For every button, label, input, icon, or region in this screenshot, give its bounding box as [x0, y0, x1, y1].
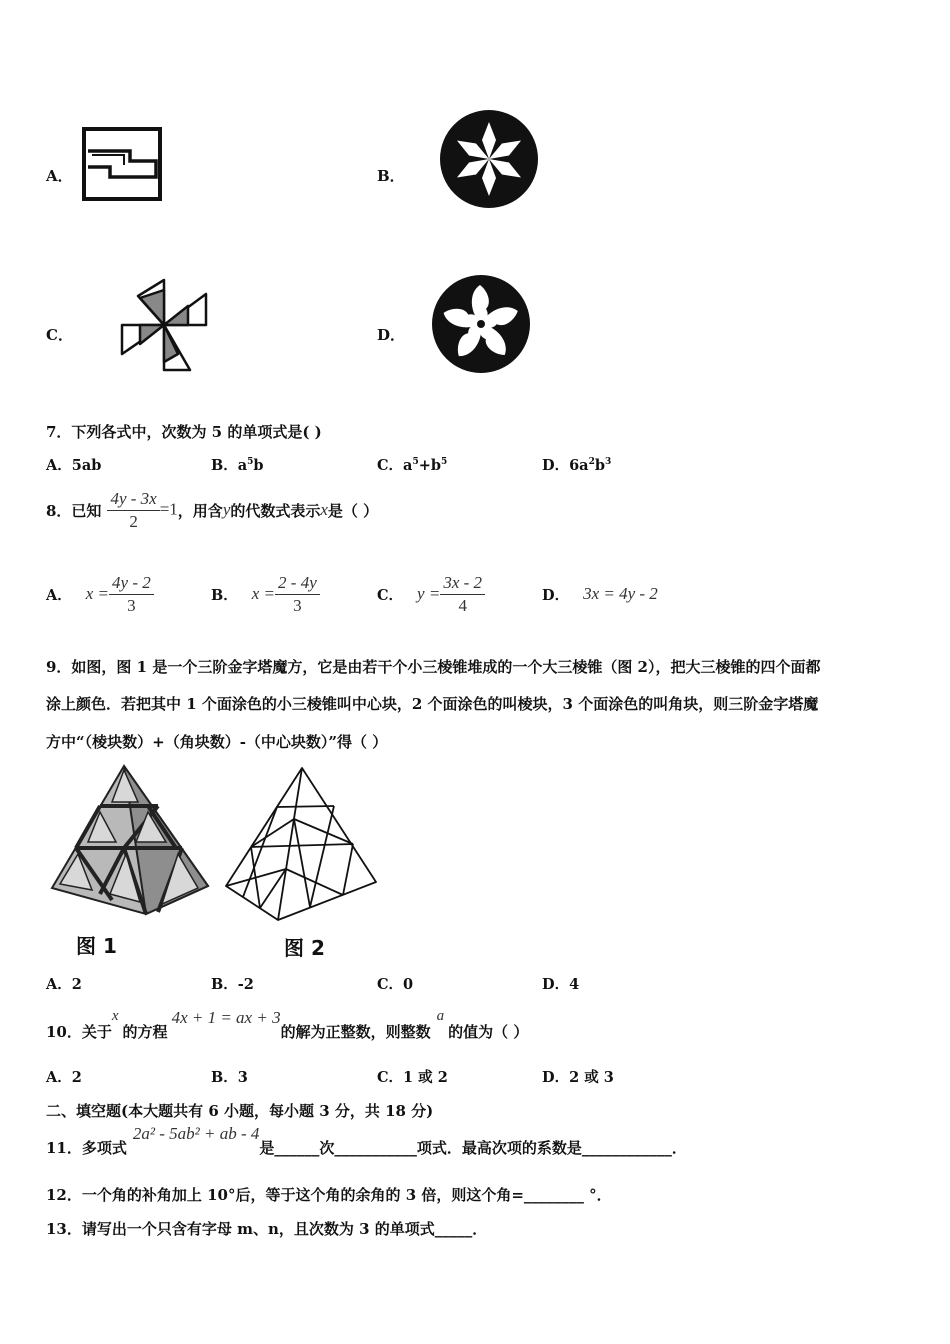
q7-stem: 7．下列各式中，次数为 5 的单项式是( ): [46, 423, 322, 441]
q8-option-d: D． 3x = 4y - 2: [542, 584, 658, 604]
q6-option-d-label: D．: [377, 326, 406, 344]
q7-option-c: C．$a^5+b^5$: [377, 457, 448, 474]
q9-figure-1-caption: 图 1: [76, 934, 117, 958]
q6-figure-d: [430, 273, 532, 375]
q9-figure-2-caption: 图 2: [284, 936, 325, 960]
figure-a-outer: [84, 129, 160, 199]
q10-option-b: B．3: [211, 1069, 248, 1086]
q9-option-b: B．-2: [211, 976, 254, 993]
q9-line-1: 9．如图，图 1 是一个三阶金字塔魔方，它是由若干个小三棱锥堆成的一个大三棱锥（图 2），把大三棱锥的四个面都: [46, 658, 821, 676]
q6-option-c-label: C．: [46, 326, 73, 344]
q10-option-d: D．2 或 3: [542, 1069, 614, 1086]
q11-stem: 11．多项式 2a² - 5ab² + ab - 4 是______次___________项式．最高次项的系数是____________．: [46, 1124, 687, 1157]
q9-figure-2-tetrahedron: [222, 764, 380, 922]
q12-stem: 12．一个角的补角加上 10°后，等于这个角的余角的 3 倍，则这个角=________ °．: [46, 1186, 612, 1204]
q8-option-b: B． x = $\frac{2 - 4y}{3}$: [211, 570, 320, 618]
q6-figure-a: [80, 125, 164, 203]
q8-option-c: C． y = $\frac{3x - 2}{4}$: [377, 570, 485, 618]
fig2-outline: [226, 768, 376, 920]
section-2-heading: 二、填空题(本大题共有 6 小题，每小题 3 分，共 18 分): [46, 1102, 434, 1120]
q7-option-a: A．5ab: [46, 457, 102, 474]
q6-option-a-label: A．: [46, 167, 73, 185]
q13-stem: 13．请写出一个只含有字母 m、n，且次数为 3 的单项式_____．: [46, 1220, 488, 1238]
q9-line-2: 涂上颜色．若把其中 1 个面涂色的小三棱锥叫中心块，2 个面涂色的叫棱块，3 个面涂色的叫角块，则三阶金字塔魔: [46, 695, 819, 713]
q9-option-d: D．4: [542, 976, 580, 993]
q6-figure-b: [438, 108, 540, 210]
q10-option-c: C．1 或 2: [377, 1069, 448, 1086]
q10-stem: 10．关于 x 的方程 4x + 1 = ax + 3 的解为正整数，则整数 a 的值为（ ）: [46, 1008, 529, 1041]
q9-line-3: 方中“（棱块数）+（角块数）-（中心块数）”得（ ）: [46, 733, 388, 751]
q9-figure-1-pyramid-cube: [48, 762, 212, 920]
figure-c-pinwheel: [122, 280, 206, 370]
q8-option-a: A． x = $\frac{4y - 2}{3}$: [46, 570, 154, 618]
q9-option-c: C．0: [377, 976, 414, 993]
figure-a-inner2: [92, 155, 124, 165]
q6-figure-c: [118, 276, 210, 374]
q6-option-b-label: B．: [377, 167, 405, 185]
q9-option-a: A．2: [46, 976, 82, 993]
q8-stem: 8．已知 $\frac{4y - 3x}{2}$ =1 ，用含 y 的代数式表示 x 是（ ）: [46, 488, 379, 531]
q7-option-d: D．$6a^2b^3$: [542, 457, 612, 474]
q7-option-b: B．$a^5b$: [211, 457, 264, 474]
q10-option-a: A．2: [46, 1069, 82, 1086]
